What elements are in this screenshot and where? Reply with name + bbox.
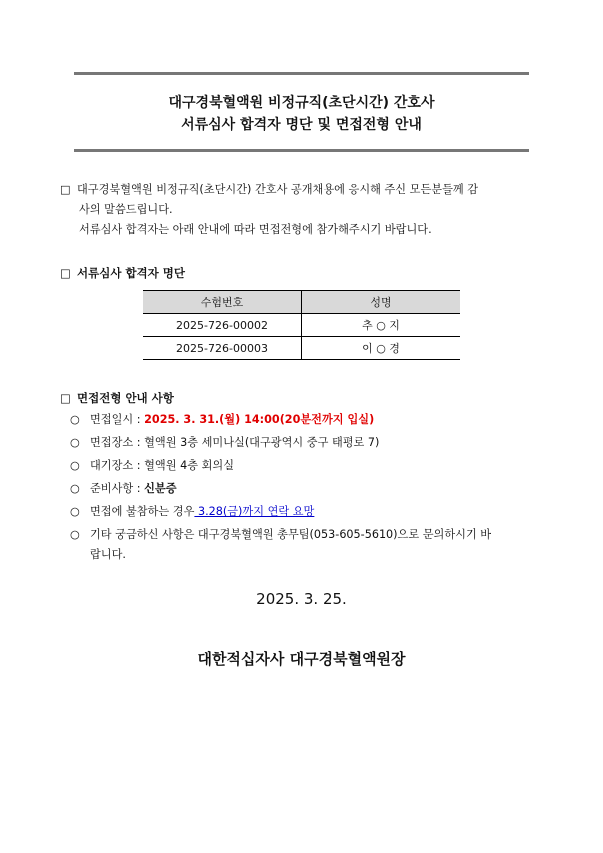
page-title	[74, 92, 529, 136]
prep-items: 신분증	[144, 482, 177, 495]
intro-line-2: 사의 말씀드립니다.	[79, 203, 173, 216]
absent-deadline: 3.28(금)까지 연락 요망	[194, 505, 315, 518]
name-cell: 추 ○ 지	[302, 314, 461, 337]
checkbox-square-icon: □	[60, 183, 71, 196]
table-header-row	[143, 291, 460, 314]
other-line-1: 기타 궁금하신 사항은 대구경북혈액원 총무팀(053-605-5610)으로 문의하시기 바	[90, 528, 492, 541]
circle-bullet-icon: ○	[70, 482, 80, 495]
column-header-exam-number: 수험번호	[143, 291, 302, 314]
exam-number-cell: 2025-726-00003	[143, 337, 302, 360]
passers-table	[143, 290, 460, 360]
title-line-2: 서류심사 합격자 명단 및 면접전형 안내	[181, 117, 422, 133]
exam-number-cell: 2025-726-00002	[143, 314, 302, 337]
table-row	[143, 337, 460, 360]
circle-bullet-icon: ○	[70, 528, 80, 541]
interview-heading: □ 면접전형 안내 사항	[60, 391, 174, 405]
document-date: 2025. 3. 25.	[256, 590, 347, 608]
issuer-signature: 대한적십자사 대구경북혈액원장	[197, 650, 406, 668]
list-item-absent: ○ 면접에 불참하는 경우 3.28(금)까지 연락 요망	[70, 502, 550, 522]
interview-place: 혈액원 3층 세미나실(대구광역시 중구 태평로 7)	[144, 436, 380, 449]
list-item-prep: ○ 준비사항 : 신분증	[70, 479, 550, 499]
intro-line-1: 대구경북혈액원 비정규직(초단시간) 간호사 공개채용에 응시해 주신 모든분들께 감	[77, 183, 479, 196]
interview-datetime: 2025. 3. 31.(월) 14:00(20분전까지 입실)	[144, 413, 375, 426]
checkbox-square-icon: □	[60, 266, 71, 280]
name-cell: 이 ○ 경	[302, 337, 461, 360]
waiting-place: 혈액원 4층 회의실	[144, 459, 235, 472]
circle-bullet-icon: ○	[70, 436, 80, 449]
circle-bullet-icon: ○	[70, 459, 80, 472]
list-item-waiting: ○ 대기장소 : 혈액원 4층 회의실	[70, 456, 550, 476]
list-item-datetime: ○ 면접일시 : 2025. 3. 31.(월) 14:00(20분전까지 입실)	[70, 410, 550, 430]
passers-heading: □ 서류심사 합격자 명단	[60, 266, 185, 280]
interview-info-list	[70, 410, 550, 568]
top-rule	[74, 72, 529, 75]
list-item-other	[70, 525, 550, 565]
checkbox-square-icon: □	[60, 391, 71, 405]
other-line-2: 랍니다.	[90, 548, 126, 561]
title-bottom-rule	[74, 149, 529, 152]
column-header-name: 성명	[302, 291, 461, 314]
list-item-place: ○ 면접장소 : 혈액원 3층 세미나실(대구광역시 중구 태평로 7)	[70, 433, 550, 453]
intro-paragraph	[60, 180, 550, 240]
intro-line-3: 서류심사 합격자는 아래 안내에 따라 면접전형에 참가해주시기 바랍니다.	[79, 223, 432, 236]
table-row	[143, 314, 460, 337]
circle-bullet-icon: ○	[70, 413, 80, 426]
title-line-1: 대구경북혈액원 비정규직(초단시간) 간호사	[168, 95, 435, 111]
circle-bullet-icon: ○	[70, 505, 80, 518]
